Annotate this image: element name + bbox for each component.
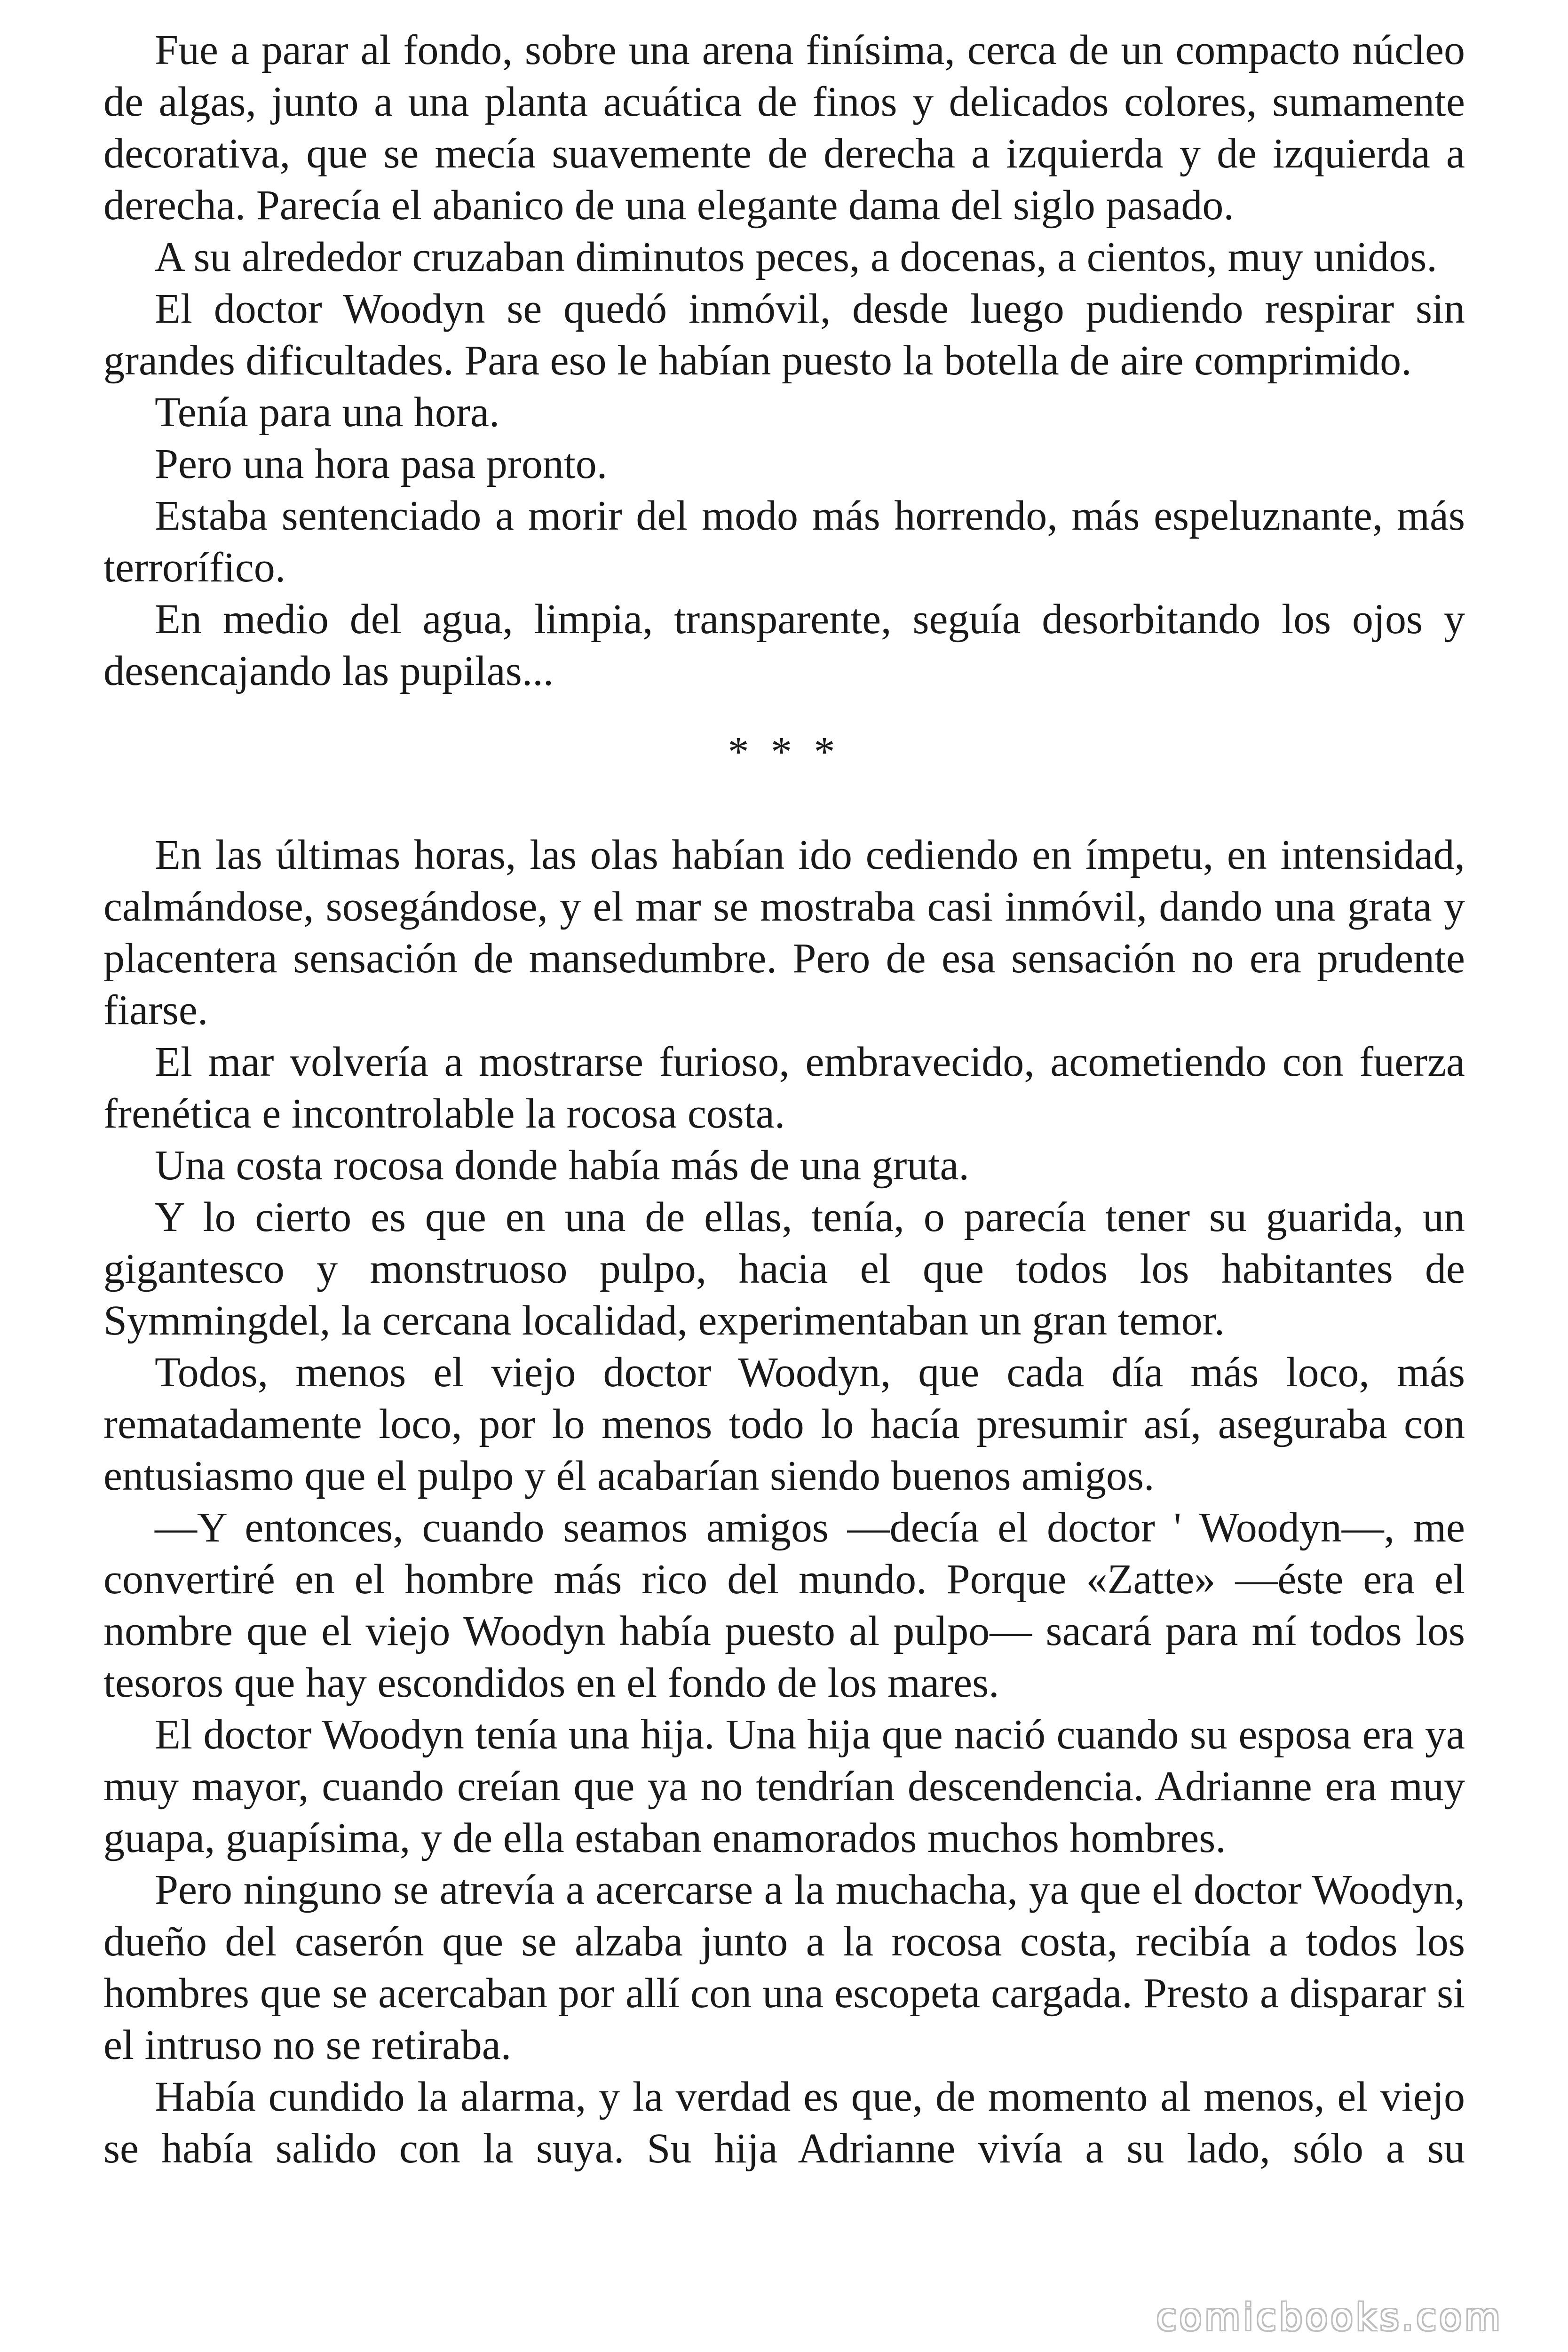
paragraph: Estaba sentenciado a morir del modo más horrendo, más espeluznante, más terrorífico. <box>103 493 1465 591</box>
paragraph: En medio del agua, limpia, transparente, seguía desorbitando los ojos y desencajando las pupilas... <box>103 596 1465 694</box>
section-separator: * * * <box>728 729 841 775</box>
paragraph: Fue a parar al fondo, sobre una arena finísima, cerca de un compacto núcleo de algas, junto a una planta acuática de finos y delicados colores, sumamente decorativa, que se mecía suavemente de derecha a izquierda y de izquierda a derecha. Parecía el abanico de una elegante dama del siglo pasado. <box>103 27 1465 229</box>
paragraph: Y lo cierto es que en una de ellas, tenía, o parecía tener su guarida, un gigantesco y monstruoso pulpo, hacia el que todos los habitantes de Symmingdel, la cercana localidad, experimentaban un gran temor. <box>103 1194 1465 1344</box>
paragraph: A su alrededor cruzaban diminutos peces, a docenas, a cientos, muy unidos. <box>155 234 1437 280</box>
paragraph: Una costa rocosa donde había más de una gruta. <box>155 1142 969 1189</box>
paragraph: El doctor Woodyn se quedó inmóvil, desde luego pudiendo respirar sin grandes dificultades. Para eso le habían puesto la botella de aire comprimido. <box>103 286 1465 384</box>
paragraph: Pero una hora pasa pronto. <box>155 441 608 487</box>
page-text <box>103 24 1465 2175</box>
paragraph: El doctor Woodyn tenía una hija. Una hija que nació cuando su esposa era ya muy mayor, cuando creían que ya no tendrían descendencia. Adrianne era muy guapa, guapísima, y de ella estaban enamorados muchos hombres. <box>103 1711 1465 1861</box>
watermark: comicbooks.com <box>1156 2296 1503 2339</box>
paragraph: Había cundido la alarma, y la verdad es que, de momento al menos, el viejo se había salido con la suya. Su hija Adrianne vivía a su lado, sólo a su <box>103 2074 1465 2172</box>
paragraph: Tenía para una hora. <box>155 389 500 436</box>
paragraph: Pero ninguno se atrevía a acercarse a la muchacha, ya que el doctor Woodyn, dueño del caserón que se alzaba junto a la rocosa costa, recibía a todos los hombres que se acercaban por allí con una escopeta cargada. Presto a disparar si el intruso no se retiraba. <box>103 1867 1465 2068</box>
paragraph: —Y entonces, cuando seamos amigos —decía el doctor ' Woodyn—, me convertiré en el hombre más rico del mundo. Porque «Zatte» —éste era el nombre que el viejo Woodyn había puesto al pulpo— sacará para mí todos los tesoros que hay escondidos en el fondo de los mares. <box>103 1504 1465 1706</box>
paragraph: En las últimas horas, las olas habían ido cediendo en ímpetu, en intensidad, calmándose, sosegándose, y el mar se mostraba casi inmóvil, dando una grata y placentera sensación de mansedumbre. Pero de esa sensación no era prudente fiarse. <box>103 832 1465 1033</box>
paragraph: El mar volvería a mostrarse furioso, embravecido, acometiendo con fuerza frenética e incontrolable la rocosa costa. <box>103 1039 1465 1137</box>
paragraph: Todos, menos el viejo doctor Woodyn, que cada día más loco, más rematadamente loco, por lo menos todo lo hacía presumir así, aseguraba con entusiasmo que el pulpo y él acabarían siendo buenos amigos. <box>103 1349 1465 1499</box>
